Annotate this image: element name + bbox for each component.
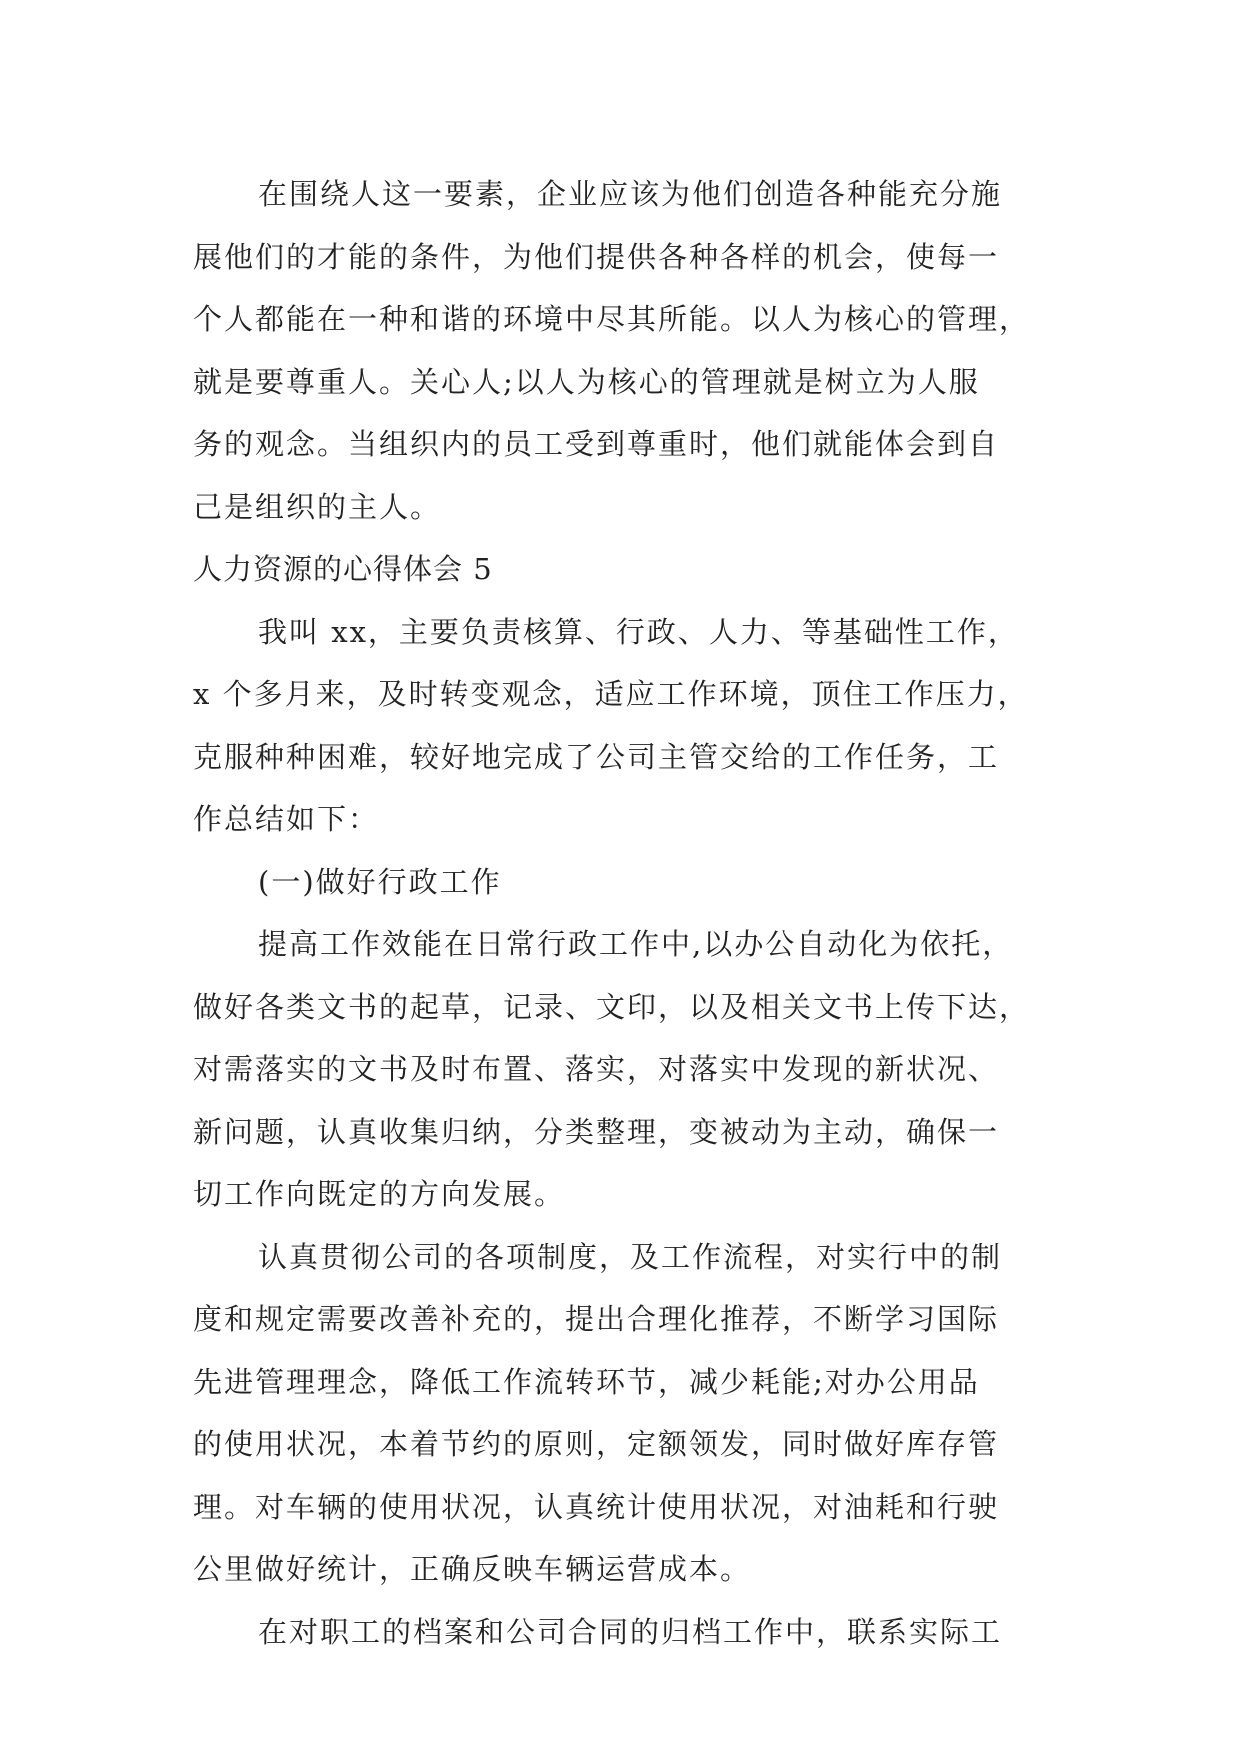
paragraph-line: 理。对车辆的使用状况，认真统计使用状况，对油耗和行驶: [193, 1489, 1000, 1524]
paragraph-line: 的使用状况，本着节约的原则，定额领发，同时做好库存管: [193, 1427, 1000, 1461]
paragraph-line: 提高工作效能在日常行政工作中,以办公自动化为依托，: [258, 927, 1014, 961]
paragraph-line: 认真贯彻公司的各项制度，及工作流程，对实行中的制: [258, 1239, 1003, 1274]
paragraph-line: 做好各类文书的起草，记录、文印，以及相关文书上传下达，: [193, 989, 1031, 1024]
paragraph-line: x 个多月来，及时转变观念，适应工作环境，顶住工作压力，: [193, 677, 1029, 711]
paragraph-line: 作总结如下：: [193, 802, 380, 836]
paragraph-line: 就是要尊重人。关心人;以人为核心的管理就是树立为人服: [193, 364, 980, 399]
paragraph-line: 新问题，认真收集归纳，分类整理，变被动为主动，确保一: [193, 1114, 1000, 1149]
paragraph-line: 克服种种困难，较好地完成了公司主管交给的工作任务，工: [193, 739, 1000, 774]
paragraph-line: 对需落实的文书及时布置、落实，对落实中发现的新状况、: [193, 1052, 1000, 1086]
paragraph-line: 己是组织的主人。: [193, 489, 442, 524]
paragraph-line: 个人都能在一种和谐的环境中尽其所能。以人为核心的管理，: [193, 302, 1031, 336]
paragraph-line: 在对职工的档案和公司合同的归档工作中，联系实际工: [258, 1614, 1003, 1649]
paragraph-line: 我叫 xx，主要负责核算、行政、人力、等基础性工作，: [258, 614, 1019, 649]
paragraph-line: 展他们的才能的条件，为他们提供各种各样的机会，使每一: [193, 239, 1000, 274]
document-body: [193, 163, 1083, 1663]
paragraph-line: 切工作向既定的方向发展。: [193, 1177, 566, 1211]
paragraph-line: 务的观念。当组织内的员工受到尊重时，他们就能体会到自: [193, 427, 1000, 461]
paragraph-line: 公里做好统计，正确反映车辆运营成本。: [193, 1552, 752, 1586]
paragraph-line: 度和规定需要改善补充的，提出合理化推荐，不断学习国际: [193, 1302, 1000, 1336]
subsection-heading: (一)做好行政工作: [258, 864, 502, 899]
section-heading: 人力资源的心得体会 5: [193, 552, 493, 586]
paragraph-line: 先进管理理念，降低工作流转环节，减少耗能;对办公用品: [193, 1364, 980, 1399]
paragraph-line: 在围绕人这一要素，企业应该为他们创造各种能充分施: [258, 177, 1003, 211]
